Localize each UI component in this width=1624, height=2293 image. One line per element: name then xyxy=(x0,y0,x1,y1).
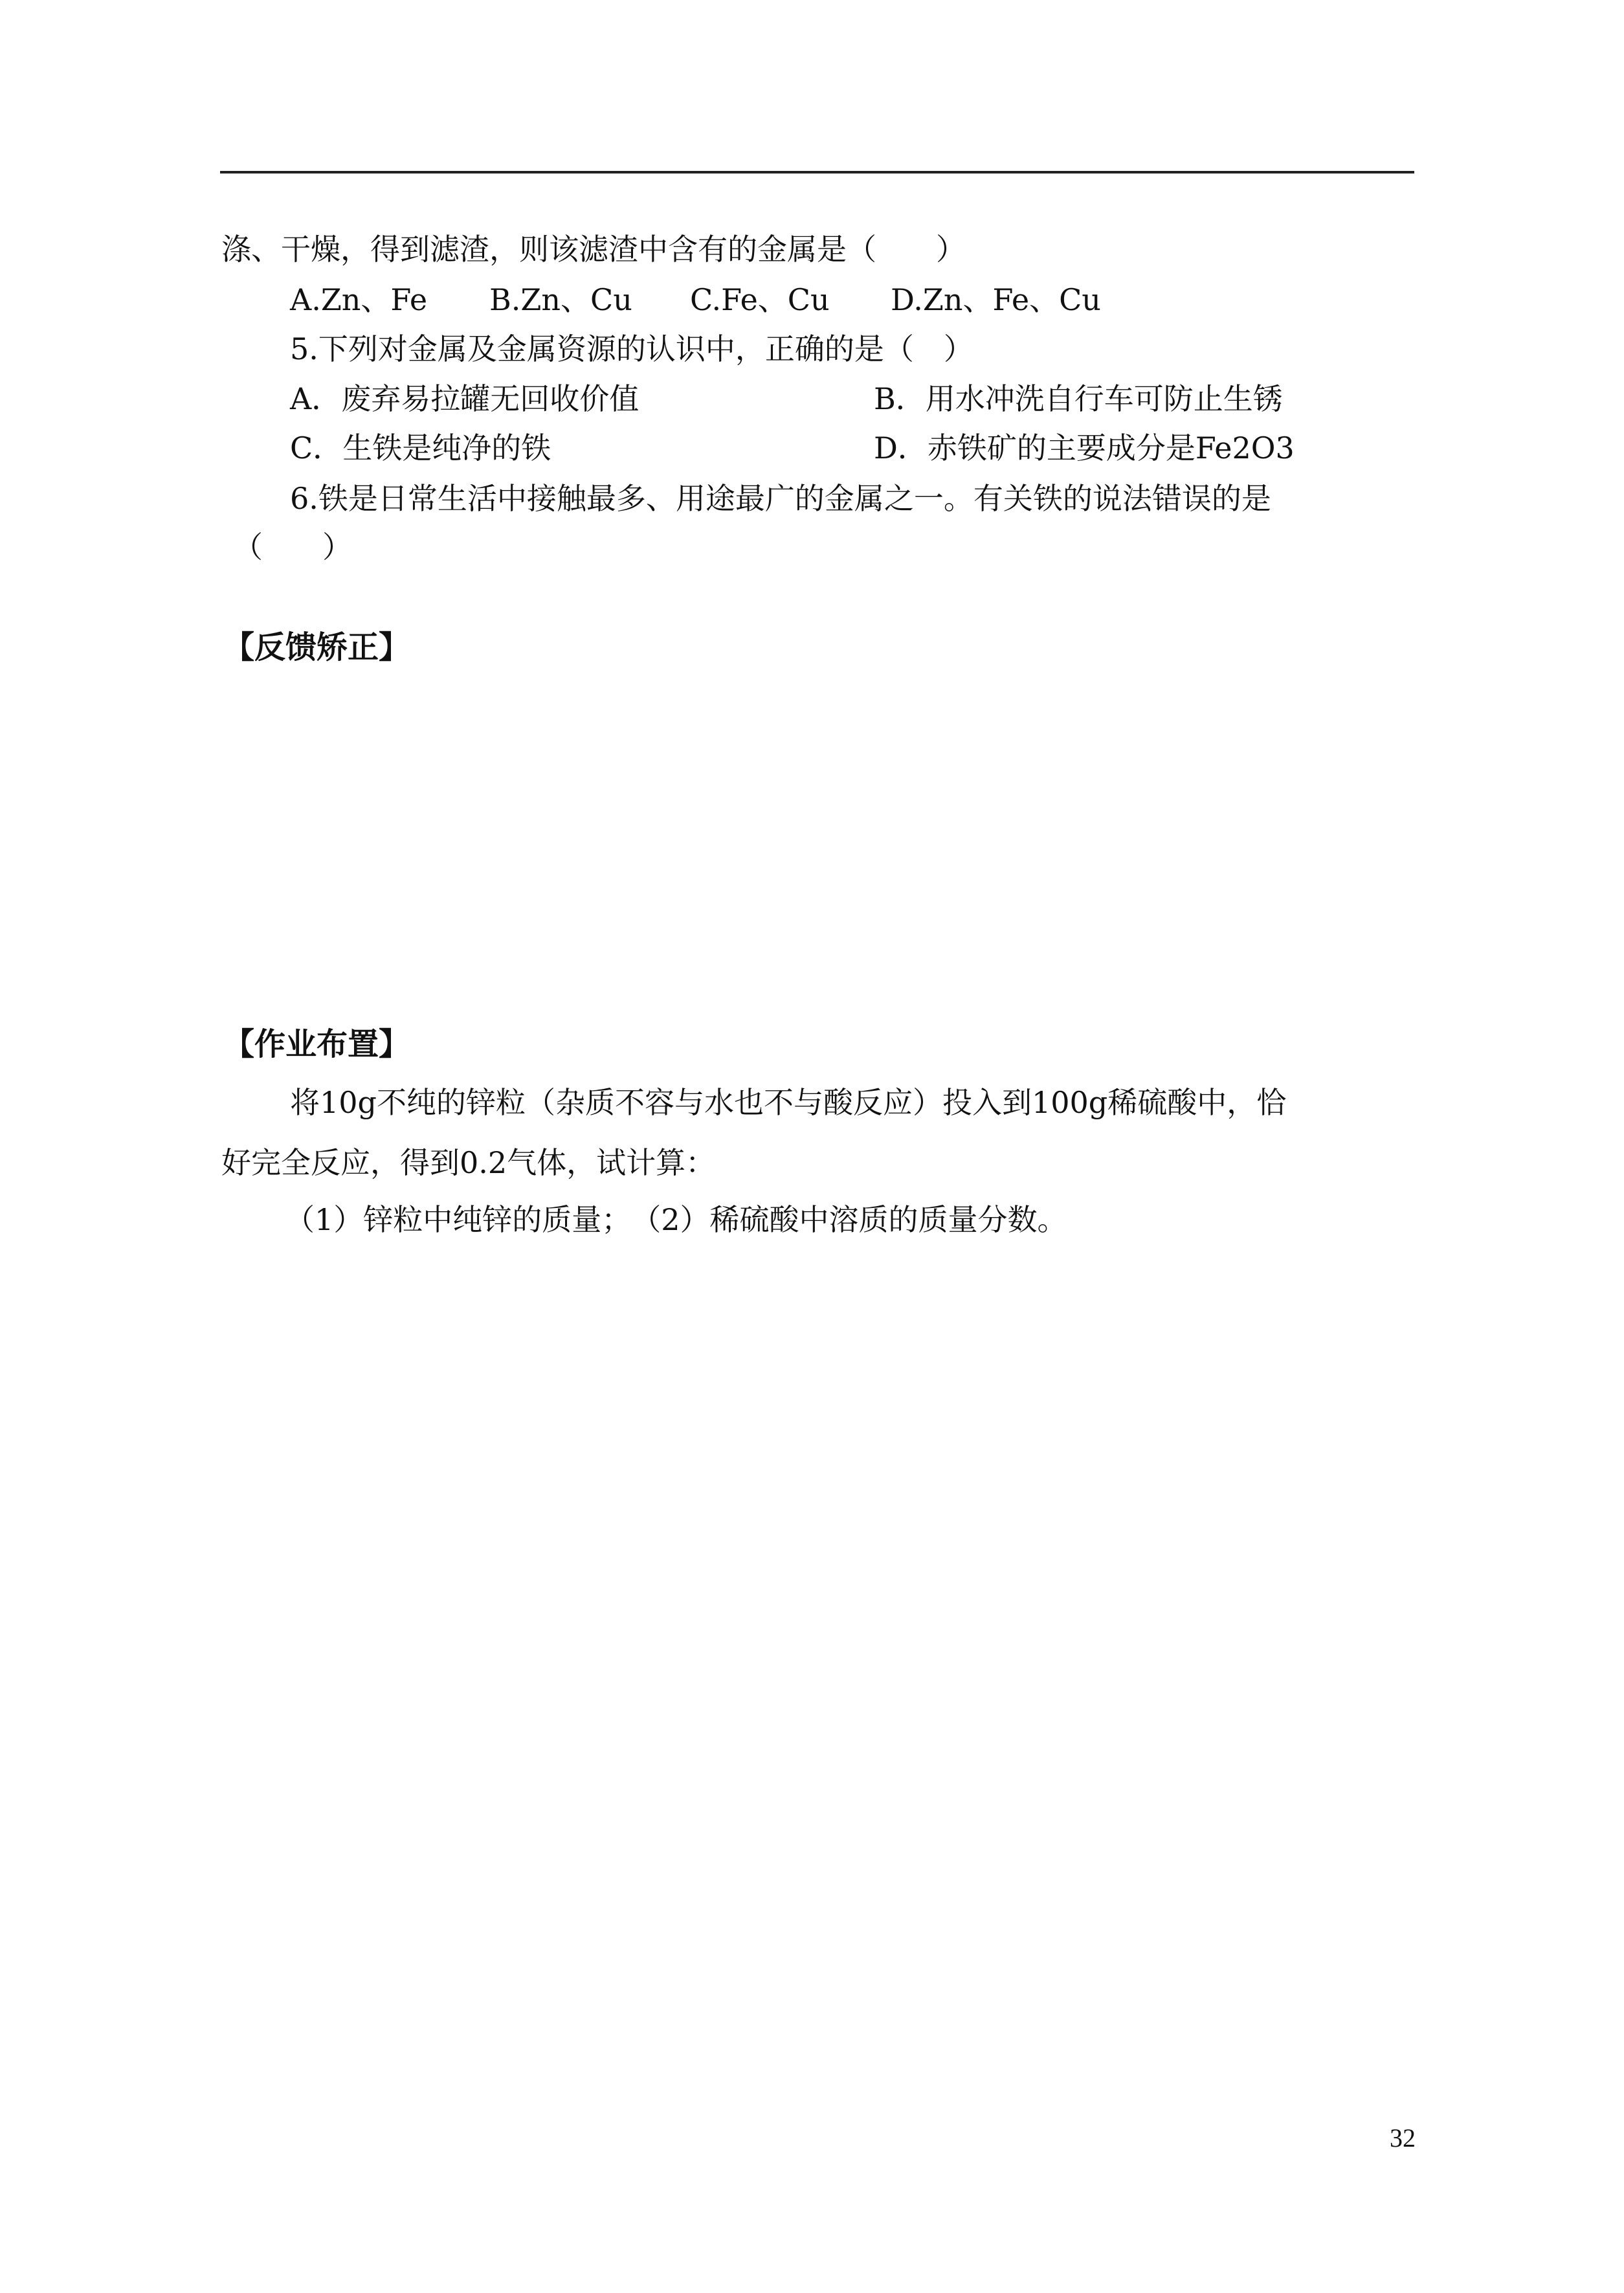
homework-problem-line-2: 好完全反应，得到0.2气体，试计算： xyxy=(221,1145,716,1180)
homework-problem-line-1: 将10g不纯的锌粒（杂质不容与水也不与酸反应）投入到100g稀硫酸中，恰 xyxy=(290,1085,1287,1120)
q5-option-c: C．生铁是纯净的铁 xyxy=(290,431,551,465)
q4-option-d: D.Zn、Fe、Cu xyxy=(891,282,1101,317)
feedback-heading: 【反馈矫正】 xyxy=(223,629,410,666)
q5-stem: 5.下列对金属及金属资源的认识中，正确的是（ ） xyxy=(290,331,973,366)
header-rule xyxy=(220,171,1414,173)
page-number: 32 xyxy=(1390,2123,1416,2153)
q4-option-a: A.Zn、Fe xyxy=(290,282,428,317)
q4-continuation: 涤、干燥，得到滤渣，则该滤渣中含有的金属是（ ） xyxy=(221,232,966,267)
homework-heading: 【作业布置】 xyxy=(223,1026,410,1062)
q6-stem: 6.铁是日常生活中接触最多、用途最广的金属之一。有关铁的说法错误的是 xyxy=(290,481,1271,516)
q6-answer-blank: （ ） xyxy=(233,530,352,565)
homework-questions: （1）锌粒中纯锌的质量； （2）稀硫酸中溶质的质量分数。 xyxy=(285,1202,1067,1237)
q5-option-a: A．废弃易拉罐无回收价值 xyxy=(290,381,640,416)
q4-option-b: B.Zn、Cu xyxy=(489,282,632,317)
q5-option-b: B．用水冲洗自行车可防止生锈 xyxy=(874,381,1283,416)
q5-option-d: D．赤铁矿的主要成分是Fe2O3 xyxy=(874,431,1295,465)
q4-option-c: C.Fe、Cu xyxy=(690,282,830,317)
